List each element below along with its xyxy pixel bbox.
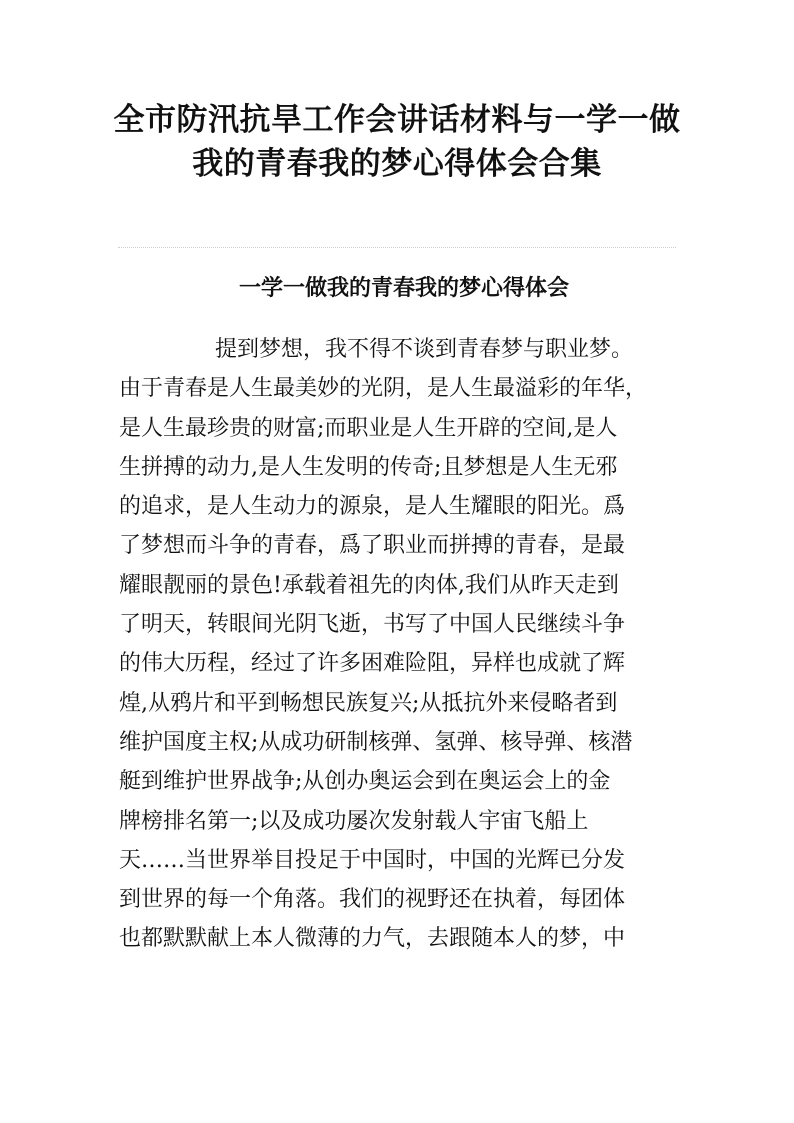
dotted-divider [118, 247, 676, 248]
section-heading: 一学一做我的青春我的梦心得体会 [238, 275, 569, 301]
body-line: 的伟大历程，经过了许多困难险阻，异样也成就了辉 [119, 651, 626, 677]
body-line: 煌,从鸦片和平到畅想民族复兴;从抵抗外来侵略者到 [119, 690, 618, 716]
body-line: 的追求，是人生动力的源泉，是人生耀眼的阳光。爲 [119, 494, 626, 520]
title-line-2: 我的青春我的梦心得体会合集 [192, 146, 602, 182]
body-line: 天……当世界举目投足于中国时，中国的光辉已分发 [119, 847, 626, 873]
body-line: 也都默默献上本人微薄的力气，去跟随本人的梦，中 [119, 926, 626, 952]
body-line: 耀眼靓丽的景色!承载着祖先的肉体,我们从昨天走到 [119, 572, 619, 598]
body-line: 到世界的每一个角落。我们的视野还在执着，每团体 [119, 887, 626, 913]
body-line: 了梦想而斗争的青春，爲了职业而拼搏的青春，是最 [119, 533, 626, 559]
body-line: 是人生最珍贵的财富;而职业是人生开辟的空间,是人 [119, 415, 618, 441]
body-line: 牌榜排名第一;以及成功屡次发射载人宇宙飞船上 [119, 808, 589, 834]
document-title [100, 98, 694, 186]
body-line: 由于青春是人生最美妙的光阴，是人生最溢彩的年华， [119, 376, 648, 402]
body-paragraph [119, 330, 679, 959]
body-line: 艇到维护世界战争;从创办奥运会到在奥运会上的金 [119, 769, 611, 795]
body-line: 提到梦想，我不得不谈到青春梦与职业梦。 [215, 337, 634, 362]
title-line-1: 全市防汛抗旱工作会讲话材料与一学一做 [113, 102, 681, 138]
body-line: 维护国度主权;从成功研制核弹、氢弹、核导弹、核潜 [119, 729, 633, 755]
body-line: 生拼搏的动力,是人生发明的传奇;且梦想是人生无邪 [119, 454, 618, 480]
body-line: 了明天，转眼间光阴飞逝，书写了中国人民继续斗争 [119, 612, 626, 638]
